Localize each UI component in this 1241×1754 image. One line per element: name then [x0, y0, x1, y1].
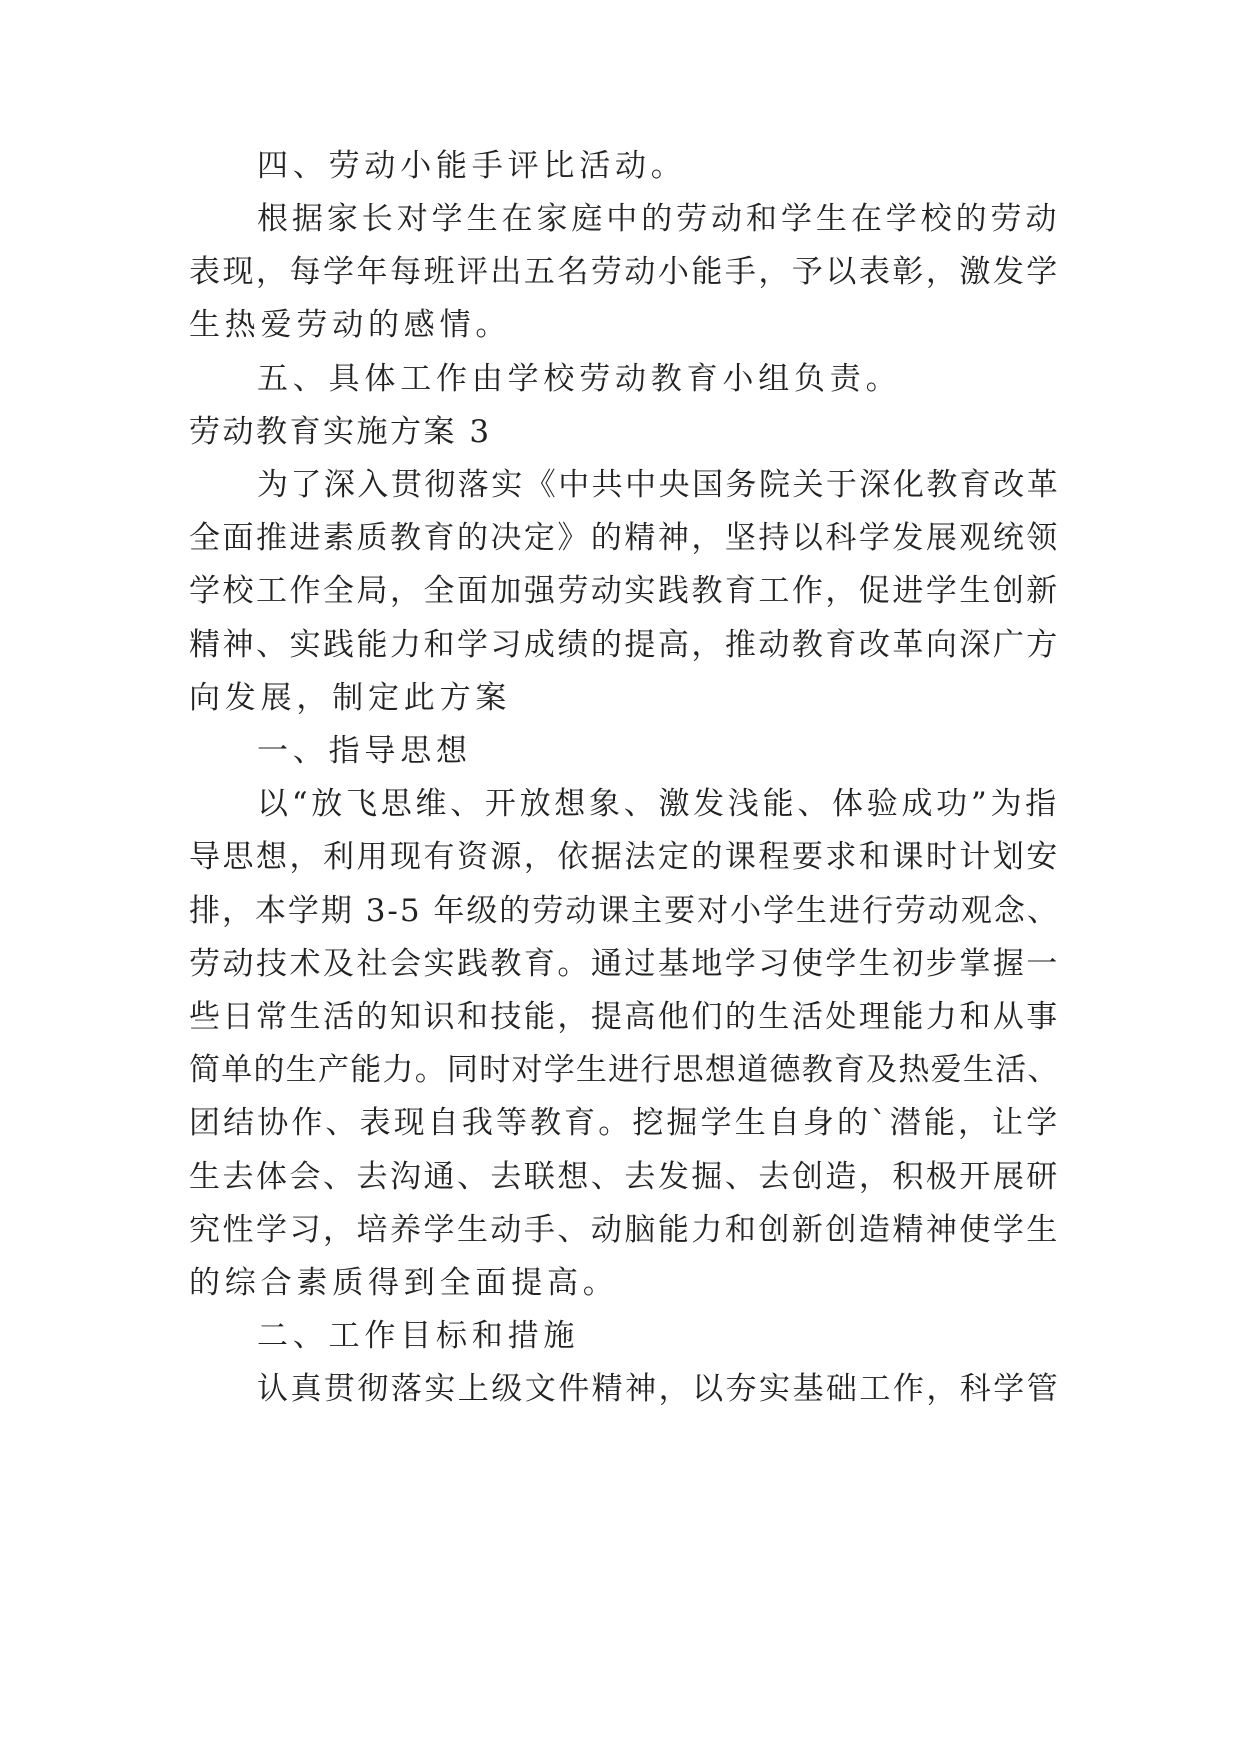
section-heading-five: 五、具体工作由学校劳动教育小组负责。	[257, 361, 902, 397]
paragraph-line: 精神、实践能力和学习成绩的提高，推动教育改革向深广方	[189, 627, 1060, 663]
paragraph-line: 学校工作全局，全面加强劳动实践教育工作，促进学生创新	[189, 573, 1060, 609]
paragraph-line: 全面推进素质教育的决定》的精神，坚持以科学发展观统领	[189, 520, 1060, 556]
paragraph-line: 生热爱劳动的感情。	[189, 307, 512, 343]
paragraph-line: 为了深入贯彻落实《中共中央国务院关于深化教育改革	[257, 467, 1061, 503]
paragraph-line: 根据家长对学生在家庭中的劳动和学生在学校的劳动	[257, 201, 1061, 237]
paragraph-line: 导思想，利用现有资源，依据法定的课程要求和课时计划安	[189, 839, 1060, 875]
paragraph-line: 劳动技术及社会实践教育。通过基地学习使学生初步掌握一	[189, 946, 1060, 982]
paragraph-line: 认真贯彻落实上级文件精神，以夯实基础工作，科学管	[257, 1371, 1061, 1407]
document-title: 劳动教育实施方案 3	[189, 414, 492, 450]
paragraph-line: 生去体会、去沟通、去联想、去发掘、去创造，积极开展研	[189, 1159, 1060, 1195]
paragraph-line: 的综合素质得到全面提高。	[189, 1265, 619, 1301]
paragraph-line: 排，本学期 3-5 年级的劳动课主要对小学生进行劳动观念、	[189, 893, 1060, 929]
paragraph-line: 表现，每学年每班评出五名劳动小能手，予以表彰，激发学	[189, 254, 1060, 290]
paragraph-line: 究性学习，培养学生动手、动脑能力和创新创造精神使学生	[189, 1212, 1060, 1248]
paragraph-line: 些日常生活的知识和技能，提高他们的生活处理能力和从事	[189, 999, 1060, 1035]
paragraph-line: 团结协作、表现自我等教育。挖掘学生自身的`潜能，让学	[189, 1105, 1061, 1141]
paragraph-line: 向发展，制定此方案	[189, 680, 512, 716]
section-heading-four: 四、劳动小能手评比活动。	[257, 148, 687, 184]
paragraph-line: 以“放飞思维、开放想象、激发浅能、体验成功”为指	[257, 786, 1060, 822]
section-heading-one: 一、指导思想	[257, 733, 472, 769]
paragraph-line: 简单的生产能力。同时对学生进行思想道德教育及热爱生活、	[189, 1052, 1060, 1088]
section-heading-two: 二、工作目标和措施	[257, 1318, 580, 1354]
